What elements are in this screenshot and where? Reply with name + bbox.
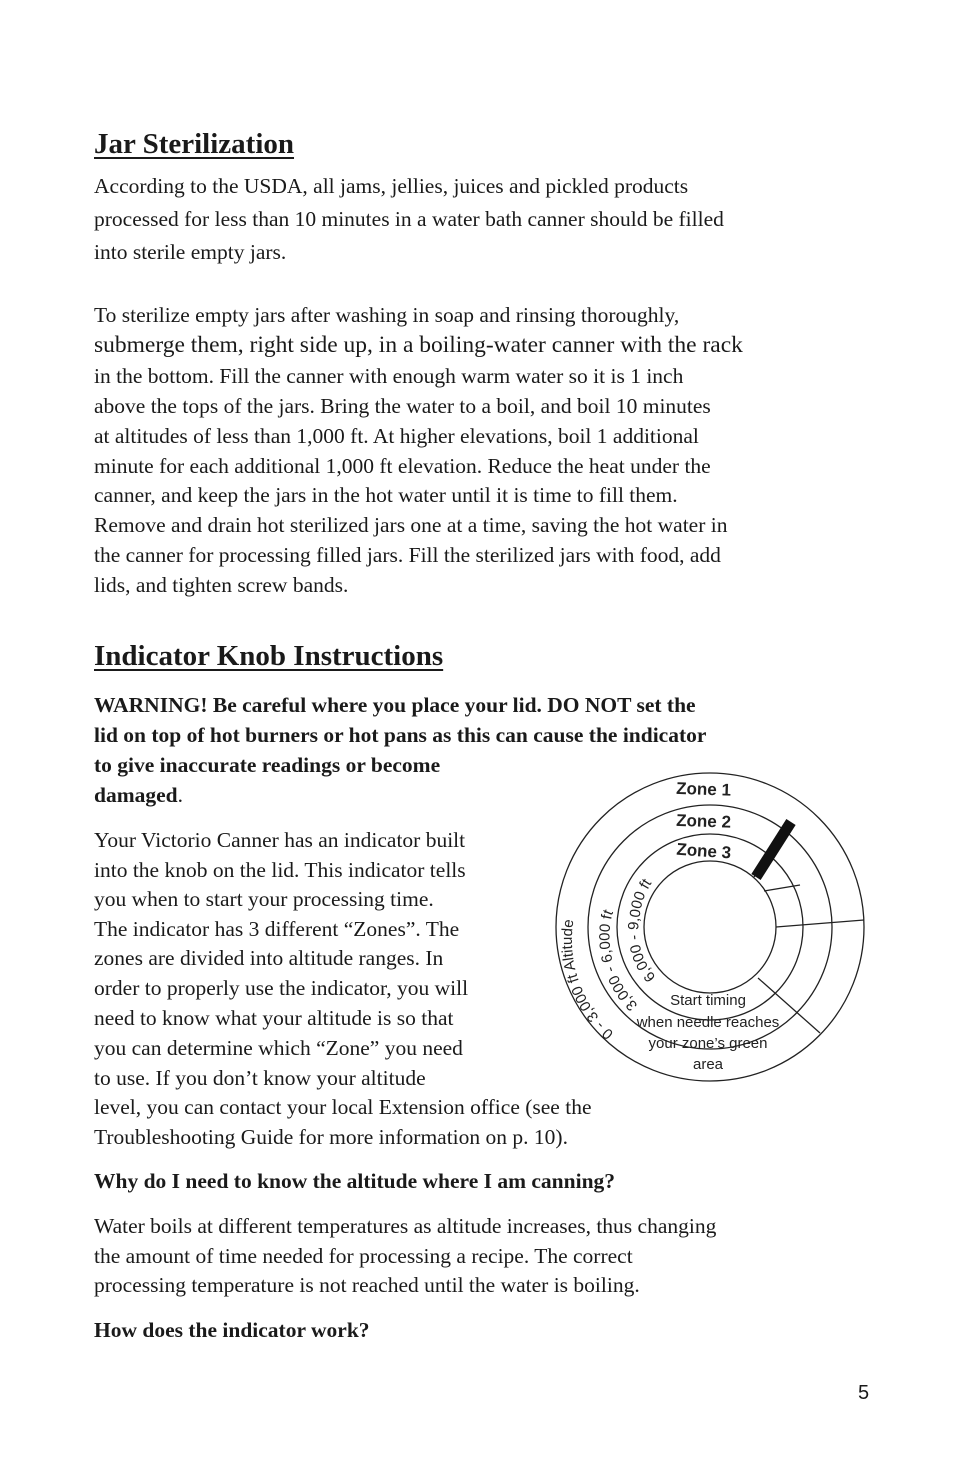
text-line: in the bottom. Fill the canner with enough warm water so it is 1 inch — [94, 364, 684, 388]
text-line: you can determine which “Zone” you need — [94, 1036, 463, 1060]
text-line: According to the USDA, all jams, jellies, juices and pickled products — [94, 174, 689, 198]
text-line: order to properly use the indicator, you will — [94, 976, 469, 1000]
text-line: the amount of time needed for processing a recipe. The correct — [94, 1244, 633, 1268]
instruction-line: Start timing — [670, 992, 746, 1009]
warning-line: lid on top of hot burners or hot pans as this can cause the indicator — [94, 723, 707, 747]
text-line: Water boils at different temperatures as altitude increases, thus changing — [94, 1214, 717, 1238]
page-number: 5 — [858, 1382, 870, 1404]
indicator-dial-diagram — [548, 765, 872, 1089]
text-line: canner, and keep the jars in the hot water until it is time to fill them. — [94, 483, 678, 507]
range-1-path: 0 - 3,000 ft Altitude — [558, 918, 617, 1043]
text-line: into the knob on the lid. This indicator tells — [94, 858, 466, 882]
warning-line: to give inaccurate readings or become — [94, 753, 441, 777]
text-line: the canner for processing filled jars. Fill the sterilized jars with food, add — [94, 543, 721, 567]
warning-line — [94, 781, 183, 811]
text-line: minute for each additional 1,000 ft elevation. Reduce the heat under the — [94, 454, 711, 478]
text-line: Troubleshooting Guide for more information on p. 10). — [94, 1125, 568, 1149]
text-line: above the tops of the jars. Bring the water to a boil, and boil 10 minutes — [94, 394, 711, 418]
instruction-line: area — [692, 1056, 724, 1073]
indicator-knob-heading: Indicator Knob Instructions — [94, 640, 444, 672]
text-line: at altitudes of less than 1,000 ft. At higher elevations, boil 1 additional — [94, 424, 699, 448]
warning-last-word: damaged — [94, 783, 178, 807]
warning-line: WARNING! Be careful where you place your lid. DO NOT set the — [94, 693, 696, 717]
warning-period: . — [177, 783, 183, 807]
instruction-line: when needle reaches — [636, 1014, 780, 1031]
zone-2-label: Zone 2 — [675, 810, 732, 832]
range-3-path: 6,000 - 9,000 ft — [625, 875, 660, 986]
zone-1-label: Zone 1 — [675, 778, 732, 800]
zone-3-label: Zone 3 — [675, 839, 732, 863]
text-line: Your Victorio Canner has an indicator built — [94, 828, 466, 852]
text-line: need to know what your altitude is so that — [94, 1006, 454, 1030]
jar-sterilization-heading: Jar Sterilization — [94, 128, 295, 160]
text-line: to use. If you don’t know your altitude — [94, 1066, 426, 1090]
text-line: processed for less than 10 minutes in a water bath canner should be filled — [94, 207, 724, 231]
text-line: The indicator has 3 different “Zones”. The — [94, 917, 460, 941]
text-line: submerge them, right side up, in a boiling-water canner with the rack — [94, 332, 743, 358]
text-line: level, you can contact your local Extension office (see the — [94, 1095, 592, 1119]
text-line: zones are divided into altitude ranges. In — [94, 946, 444, 970]
text-line: lids, and tighten screw bands. — [94, 573, 349, 597]
text-line: Remove and drain hot sterilized jars one at a time, saving the hot water in — [94, 513, 728, 537]
altitude-question: Why do I need to know the altitude where I am canning? — [94, 1169, 616, 1193]
text-line: you when to start your processing time. — [94, 887, 434, 911]
text-line: To sterilize empty jars after washing in soap and rinsing thoroughly, — [94, 303, 680, 327]
range-2-path: 3,000 - 6,000 ft — [596, 907, 641, 1014]
indicator-question: How does the indicator work? — [94, 1318, 370, 1342]
text-line: into sterile empty jars. — [94, 240, 287, 264]
instruction-line: your zone’s green — [648, 1035, 768, 1052]
text-line: processing temperature is not reached until the water is boiling. — [94, 1273, 640, 1297]
dial-dividers — [754, 853, 864, 1033]
